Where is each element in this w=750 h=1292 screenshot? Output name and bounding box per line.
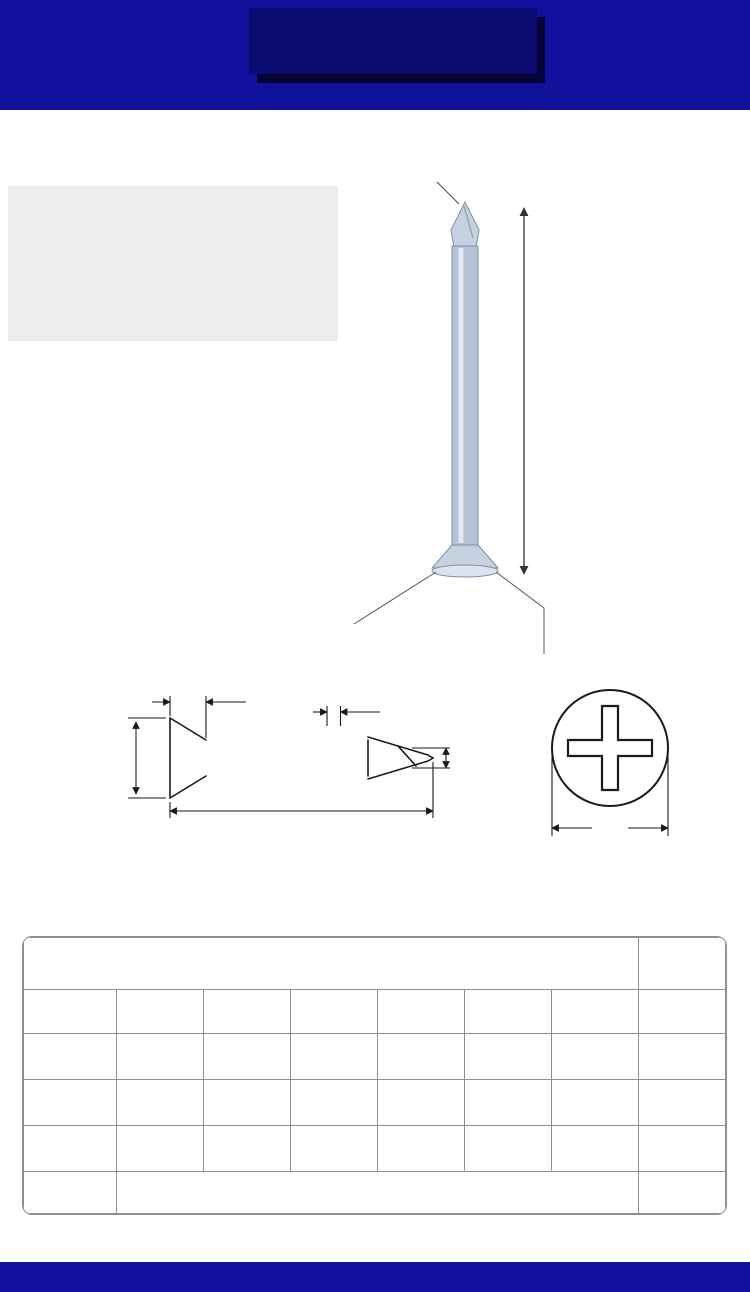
table-cell <box>378 1080 465 1126</box>
row-label-k <box>24 1126 117 1172</box>
d-extension-lines <box>412 748 450 768</box>
k-extension-lines <box>170 696 206 738</box>
dimension-lines <box>128 696 450 818</box>
table-cell <box>552 1080 639 1126</box>
table-unit <box>639 938 726 990</box>
row-label-dk <box>24 1080 117 1126</box>
table-cell-empty <box>639 1126 726 1172</box>
table-cell <box>204 990 291 1034</box>
phillips-head-top-view <box>552 690 668 836</box>
table-cell <box>465 1080 552 1126</box>
screw-photo-figure <box>0 150 750 660</box>
table-cell <box>378 1034 465 1080</box>
head-cone-lines <box>170 718 206 798</box>
table-cell <box>552 1034 639 1080</box>
table-row-d <box>24 1034 726 1080</box>
spec-table <box>23 937 726 1214</box>
table-cell <box>465 1126 552 1172</box>
table-cell <box>204 1126 291 1172</box>
table-cell <box>117 1034 204 1080</box>
row-label-d <box>24 1034 117 1080</box>
leader-line-head-right <box>496 572 544 654</box>
table-cell <box>117 1126 204 1172</box>
table-cell-empty <box>639 990 726 1034</box>
row-label-spec <box>24 990 117 1034</box>
screw-side-view <box>170 718 433 798</box>
table-cell <box>117 990 204 1034</box>
table-cell-empty <box>639 1080 726 1126</box>
product-params-title-box <box>249 8 537 74</box>
table-cell <box>291 990 378 1034</box>
leader-line-thread <box>437 182 459 204</box>
screw-head-base <box>432 565 498 577</box>
table-cell <box>378 990 465 1034</box>
table-cell <box>291 1034 378 1080</box>
p-extension-lines <box>327 706 341 726</box>
table-cell <box>204 1034 291 1080</box>
table-cell <box>378 1126 465 1172</box>
table-note-row <box>24 938 726 990</box>
header-banner <box>0 0 750 110</box>
shank-highlight <box>459 248 464 543</box>
table-cell-angle-value <box>117 1172 639 1214</box>
table-cell-empty <box>639 1034 726 1080</box>
table-cell <box>117 1080 204 1126</box>
table-row-k <box>24 1126 726 1172</box>
dk-extension-lines <box>128 718 166 798</box>
leader-line-head-left <box>354 572 436 624</box>
table-cell <box>291 1080 378 1126</box>
table-note <box>24 938 639 990</box>
phillips-cross-icon <box>568 706 652 790</box>
drill-point-outline <box>368 737 433 779</box>
table-row-spec <box>24 990 726 1034</box>
table-row-angle <box>24 1172 726 1214</box>
row-label-angle <box>24 1172 117 1214</box>
table-cell <box>465 1034 552 1080</box>
table-row-dk <box>24 1080 726 1126</box>
table-cell <box>204 1080 291 1126</box>
spec-table-wrapper <box>22 936 727 1215</box>
footer-bar <box>0 1262 750 1292</box>
table-cell <box>465 990 552 1034</box>
screw-image <box>432 202 498 577</box>
screw-shank <box>452 246 478 545</box>
measurement-diagram <box>0 660 750 900</box>
table-cell-empty <box>639 1172 726 1214</box>
l-extension-lines <box>170 762 433 818</box>
table-cell <box>552 990 639 1034</box>
table-cell <box>291 1126 378 1172</box>
table-cell <box>552 1126 639 1172</box>
